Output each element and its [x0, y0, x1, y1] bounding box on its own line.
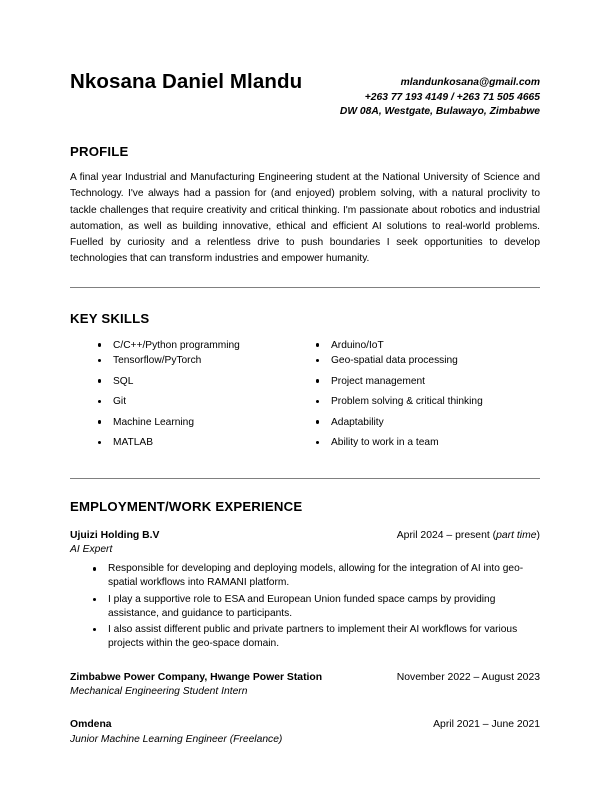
skill-label: Problem solving & critical thinking [331, 396, 483, 408]
employment-dates-note: part time [496, 529, 537, 541]
contact-email[interactable]: mlandunkosana@gmail.com [400, 77, 540, 88]
bullet-dot-icon [316, 441, 319, 444]
skill-item [97, 375, 305, 388]
employment-entry-header [70, 718, 540, 732]
employer-name: Zimbabwe Power Company, Hwange Power Station [70, 671, 323, 683]
contact-phone: +263 77 193 4149 / +263 71 505 4665 [364, 91, 540, 103]
skill-item [315, 416, 540, 429]
skill-label: Adaptability [331, 416, 384, 428]
responsibility-item [92, 562, 540, 590]
employment-dates: November 2022 – August 2023 [396, 671, 540, 683]
employment-entry-header [70, 671, 540, 685]
skill-item [315, 395, 540, 408]
skill-label: C/C++/Python programming [113, 339, 240, 351]
skill-item [315, 436, 540, 449]
job-title: AI Expert [70, 544, 113, 556]
responsibility-text: Responsible for developing and deploying models, allowing for the integration of AI into geo-spatial workflows into RAMANI platform. [108, 563, 524, 589]
employment-entry-header [70, 529, 540, 543]
employer-name: Omdena [70, 719, 112, 730]
bullet-dot-icon [316, 359, 319, 362]
bullet-dot-icon [98, 400, 101, 403]
employment-responsibilities [70, 562, 540, 651]
skill-label: Machine Learning [113, 416, 194, 428]
skill-label: Ability to work in a team [331, 437, 439, 449]
key-skills-columns [70, 339, 540, 457]
bullet-dot-icon [93, 598, 96, 601]
bullet-dot-icon [316, 420, 319, 423]
employer-name: Ujuizi Holding B.V [70, 529, 160, 541]
employment-entry [70, 718, 540, 747]
employment-dates-tail: ) [536, 529, 540, 541]
skill-item [315, 339, 540, 352]
contact-block [340, 76, 540, 120]
skill-item [315, 375, 540, 388]
job-title: Junior Machine Learning Engineer (Freelance) [70, 733, 283, 745]
contact-address: DW 08A, Westgate, Bulawayo, Zimbabwe [339, 106, 540, 118]
employment-dates-main: April 2024 – present ( [396, 529, 497, 541]
section-heading-key-skills: KEY SKILLS [70, 310, 150, 326]
responsibility-text: I play a supportive role to ESA and European Union funded space camps by providing assistance, and guidance to participants. [108, 593, 496, 619]
employment-entry [70, 671, 540, 700]
resume-header [70, 64, 540, 128]
responsibility-text: I also assist different public and private partners to implement their AI workflows for various projects within the geo-space domain. [108, 624, 518, 650]
key-skills-column-left [70, 339, 305, 457]
responsibility-item [92, 593, 540, 621]
section-heading-employment: EMPLOYMENT/WORK EXPERIENCE [70, 498, 303, 514]
key-skills-column-right [305, 339, 540, 457]
section-heading-profile: PROFILE [70, 144, 129, 159]
bullet-dot-icon [316, 379, 319, 382]
bullet-dot-icon [98, 343, 101, 346]
skill-label: SQL [113, 375, 134, 387]
bullet-dot-icon [93, 567, 96, 570]
skill-item [315, 354, 540, 367]
bullet-dot-icon [98, 441, 101, 444]
bullet-dot-icon [93, 628, 96, 631]
skill-label: Geo-spatial data processing [331, 355, 458, 367]
responsibility-item [92, 623, 540, 651]
skill-item [97, 436, 305, 449]
bullet-dot-icon [316, 343, 319, 346]
profile-text: A final year Industrial and Manufacturing Engineering student at the National University of Science and Technology. I've always had a passion for (and enjoyed) problem solving, with a natural proclivity to tackle challenges that require creativity and critical thinking. I'm passionate about robotics and industrial automation, as well as building innovative, ethical and efficient AI solutions to real-world problems. Fuelled by curiosity and a relentless drive to push boundaries I seek opportunities to develop technologies that can transform industries and empower humanity. [70, 172, 540, 265]
employment-dates [397, 529, 540, 543]
skill-label: Tensorflow/PyTorch [113, 355, 202, 367]
employment-entry [70, 529, 540, 652]
bullet-dot-icon [98, 359, 101, 362]
resume-content [70, 64, 540, 747]
skill-label: Git [113, 396, 127, 408]
bullet-dot-icon [98, 379, 101, 382]
divider-above-employment [70, 478, 540, 479]
skill-item [97, 354, 305, 367]
skill-item [97, 339, 305, 352]
skill-label: Arduino/IoT [331, 339, 384, 351]
bullet-dot-icon [98, 420, 101, 423]
skill-item [97, 416, 305, 429]
skill-item [97, 395, 305, 408]
employment-dates: April 2021 – June 2021 [433, 719, 540, 730]
skill-label: MATLAB [113, 437, 154, 449]
bullet-dot-icon [316, 400, 319, 403]
job-title: Mechanical Engineering Student Intern [70, 686, 248, 697]
skill-label: Project management [331, 375, 426, 387]
candidate-name: Nkosana Daniel Mlandu [70, 70, 303, 93]
divider-above-key-skills [70, 287, 540, 288]
